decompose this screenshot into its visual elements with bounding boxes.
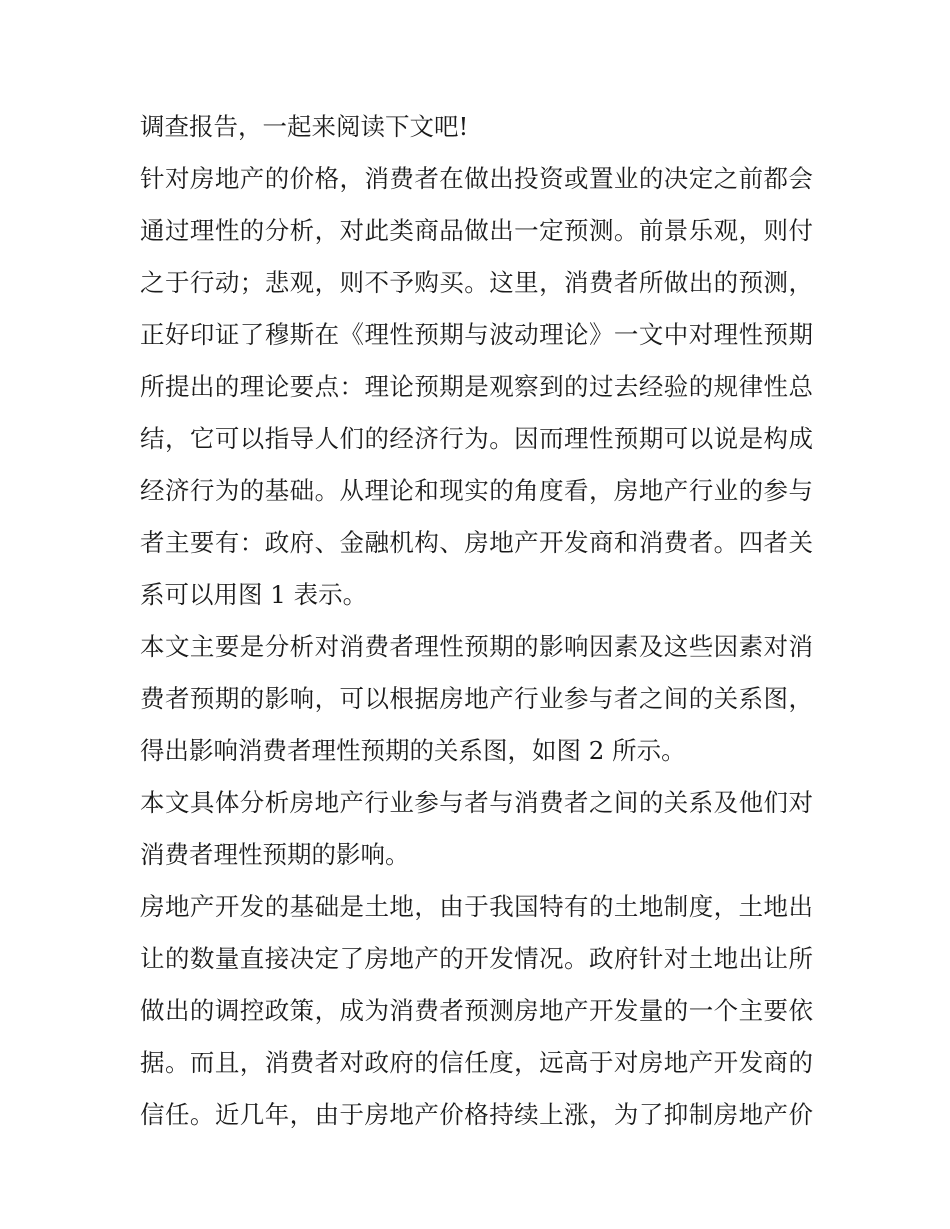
text-line: 本文具体分析房地产行业参与者与消费者之间的关系及他们对 <box>140 788 813 817</box>
text-line: 者主要有：政府、金融机构、房地产开发商和消费者。四者关 <box>140 528 813 557</box>
text-line: 系可以用图 1 表示。 <box>140 580 368 609</box>
text-line: 正好印证了穆斯在《理性预期与波动理论》一文中对理性预期 <box>140 320 813 349</box>
text-line: 调查报告，一起来阅读下文吧! <box>140 112 469 141</box>
text-line: 之于行动；悲观，则不予购买。这里，消费者所做出的预测， <box>140 268 813 297</box>
text-line: 本文主要是分析对消费者理性预期的影响因素及这些因素对消 <box>140 632 813 661</box>
text-line: 费者预期的影响，可以根据房地产行业参与者之间的关系图， <box>140 684 813 713</box>
text-line: 经济行为的基础。从理论和现实的角度看，房地产行业的参与 <box>140 476 813 505</box>
text-line: 信任。近几年，由于房地产价格持续上涨，为了抑制房地产价 <box>140 1100 813 1129</box>
text-block <box>140 101 813 1141</box>
text-line: 房地产开发的基础是土地，由于我国特有的土地制度，土地出 <box>140 892 813 921</box>
text-line: 让的数量直接决定了房地产的开发情况。政府针对土地出让所 <box>140 944 813 973</box>
text-line: 结，它可以指导人们的经济行为。因而理性预期可以说是构成 <box>140 424 813 453</box>
text-line: 据。而且，消费者对政府的信任度，远高于对房地产开发商的 <box>140 1048 813 1077</box>
text-line: 针对房地产的价格，消费者在做出投资或置业的决定之前都会 <box>140 164 813 193</box>
text-line: 做出的调控政策，成为消费者预测房地产开发量的一个主要依 <box>140 996 813 1025</box>
text-line: 通过理性的分析，对此类商品做出一定预测。前景乐观，则付 <box>140 216 813 245</box>
text-line: 消费者理性预期的影响。 <box>140 840 410 869</box>
text-line: 所提出的理论要点：理论预期是观察到的过去经验的规律性总 <box>140 372 813 401</box>
text-line: 得出影响消费者理性预期的关系图，如图 2 所示。 <box>140 736 686 765</box>
